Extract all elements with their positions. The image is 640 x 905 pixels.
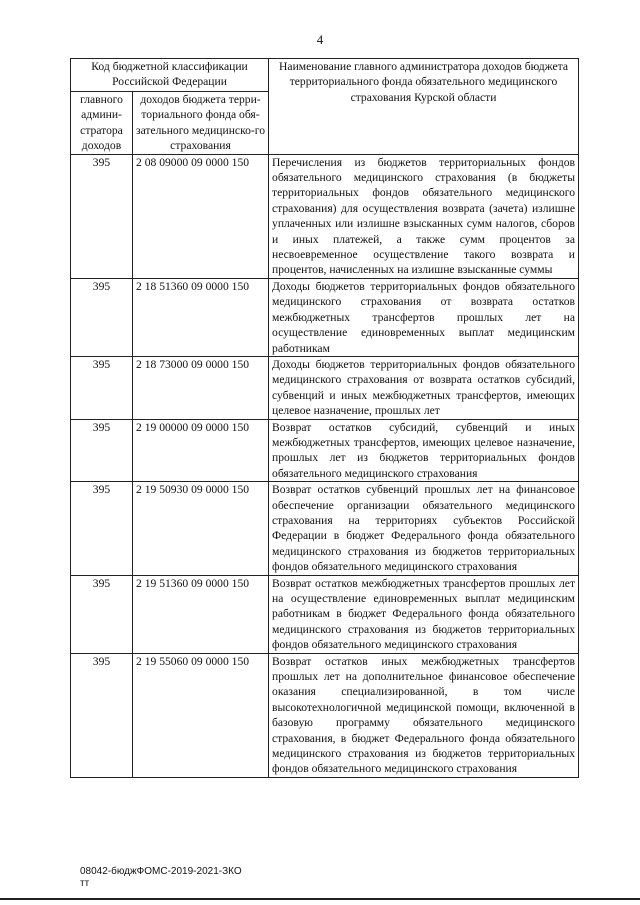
- row-description: Возврат остатков межбюджетных трансфертов прошлых лет на осуществление единовременных выплат медицинским работникам в бюджет Федерального фонда обязательного медицинского страхования из бюджетов территориальных фондов обязательного медицинского страхования: [269, 575, 579, 653]
- revenue-column-header: доходов бюджета терри-ториального фонда обя-зательного медицинско-го страхования: [133, 92, 269, 155]
- executor-initials: тт: [80, 878, 90, 889]
- footer-rule: [0, 898, 640, 900]
- row-revenue-code: 2 18 73000 09 0000 150: [133, 356, 269, 419]
- row-revenue-code: 2 19 55060 09 0000 150: [133, 653, 269, 777]
- row-description: Возврат остатков субсидий, субвенций и иных межбюджетных трансфертов, имеющих целевое назначение, прошлых лет из бюджетов территориальных фондов обязательного медицинского страхования: [269, 419, 579, 482]
- row-admin-code: 395: [71, 482, 133, 575]
- table-row: [71, 278, 579, 356]
- row-description: Перечисления из бюджетов территориальных фондов обязательного медицинского страхования (в бюджеты территориальных фондов обязательного медицинского страхования) для осуществления возврата (зачета) излишне уплаченных или излишне взысканных сумм налогов, сборов и иных платежей, а также сумм процентов за несвоевременное осуществление такого возврата и процентов, начисленных на излишне взысканные суммы: [269, 154, 579, 278]
- budget-classification-table: [70, 58, 579, 778]
- table-row: [71, 575, 579, 653]
- row-revenue-code: 2 08 09000 09 0000 150: [133, 154, 269, 278]
- row-admin-code: 395: [71, 575, 133, 653]
- row-description: Доходы бюджетов территориальных фондов обязательного медицинского страхования от возврата остатков субсидий, субвенций и иных межбюджетных трансфертов, имеющих целевое назначение, прошлых лет: [269, 356, 579, 419]
- table-row: [71, 154, 579, 278]
- code-group-header: Код бюджетной классификации Российской Федерации: [71, 59, 269, 92]
- admin-column-header: главного админи-стратора доходов: [71, 92, 133, 155]
- document-code: 08042-бюджФОМС-2019-2021-ЗКО: [80, 866, 242, 877]
- row-revenue-code: 2 19 00000 09 0000 150: [133, 419, 269, 482]
- row-revenue-code: 2 19 50930 09 0000 150: [133, 482, 269, 575]
- row-description: Доходы бюджетов территориальных фондов обязательного медицинского страхования от возврата остатков межбюджетных трансфертов прошлых лет на осуществление единовременных выплат медицинским работникам: [269, 278, 579, 356]
- row-revenue-code: 2 19 51360 09 0000 150: [133, 575, 269, 653]
- row-admin-code: 395: [71, 653, 133, 777]
- row-description: Возврат остатков иных межбюджетных трансфертов прошлых лет на дополнительное финансовое обеспечение оказания специализированной, в том числе высокотехнологичной медицинской помощи, включенной в базовую программу обязательного медицинского страхования, в бюджет Федерального фонда обязательного медицинского страхования из бюджетов территориальных фондов обязательного медицинского страхования: [269, 653, 579, 777]
- page-number: 4: [316, 32, 324, 47]
- row-admin-code: 395: [71, 278, 133, 356]
- table-row: [71, 419, 579, 482]
- row-admin-code: 395: [71, 419, 133, 482]
- name-column-header: Наименование главного администратора доходов бюджета территориального фонда обязательного медицинского страхования Курской области: [269, 59, 579, 155]
- row-revenue-code: 2 18 51360 09 0000 150: [133, 278, 269, 356]
- row-admin-code: 395: [71, 154, 133, 278]
- table-row: [71, 653, 579, 777]
- table-row: [71, 356, 579, 419]
- row-description: Возврат остатков субвенций прошлых лет на финансовое обеспечение организации обязательного медицинского страхования на территориях субъектов Российской Федерации в бюджет Федерального фонда обязательного медицинского страхования из бюджетов территориальных фондов обязательного медицинского страхования: [269, 482, 579, 575]
- header-row-top: [71, 59, 579, 92]
- table-body: [71, 154, 579, 777]
- row-admin-code: 395: [71, 356, 133, 419]
- table-row: [71, 482, 579, 575]
- footer: [80, 866, 242, 890]
